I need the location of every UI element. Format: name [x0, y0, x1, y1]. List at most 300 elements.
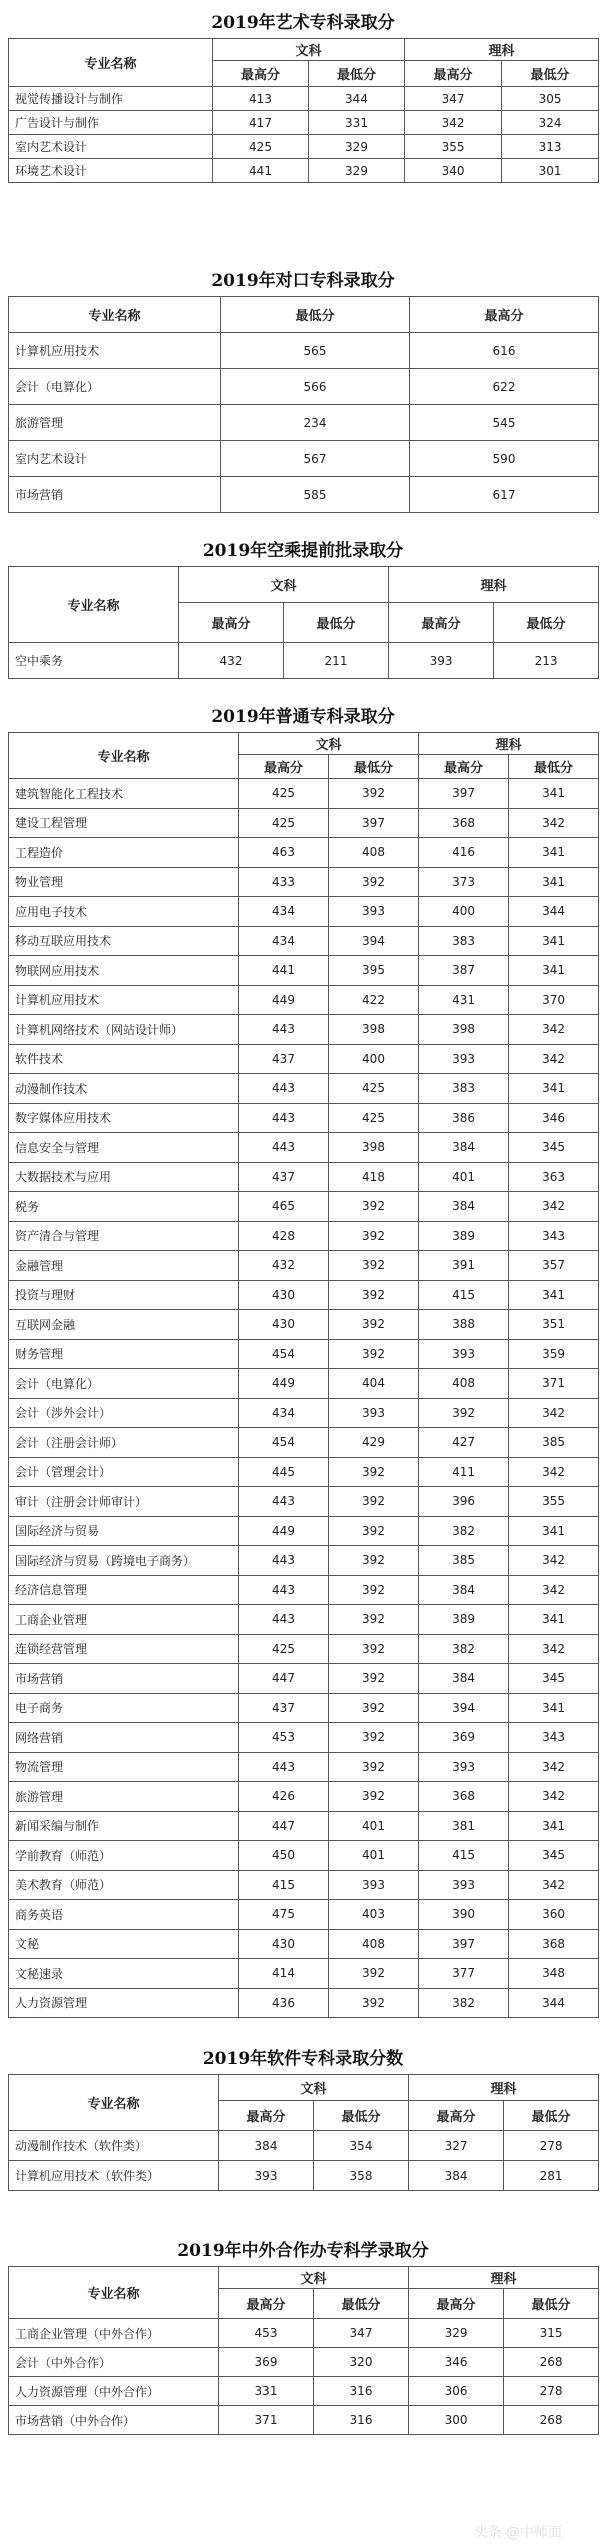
- score-cell: 447: [239, 1664, 329, 1694]
- score-cell: 400: [419, 897, 509, 927]
- score-cell: 443: [239, 1605, 329, 1635]
- score-cell: 392: [329, 1339, 419, 1369]
- major-name-cell: 大数据技术与应用: [9, 1162, 239, 1192]
- score-cell: 393: [329, 897, 419, 927]
- score-cell: 425: [213, 135, 309, 159]
- major-name-cell: 国际经济与贸易（跨境电子商务）: [9, 1546, 239, 1576]
- score-cell: 341: [509, 1693, 599, 1723]
- score-cell: 393: [419, 1339, 509, 1369]
- zhongwai-rows: [9, 2319, 599, 2435]
- duikou-table: [8, 296, 599, 513]
- score-cell: 415: [419, 1280, 509, 1310]
- col-header-major: 专业名称: [9, 567, 179, 643]
- table-row: [9, 2348, 599, 2377]
- table-row: [9, 1516, 599, 1546]
- score-cell: 306: [409, 2377, 504, 2406]
- col-header-max: 最高分: [179, 603, 284, 643]
- table-row: [9, 1162, 599, 1192]
- score-cell: 393: [419, 1870, 509, 1900]
- score-cell: 345: [509, 1664, 599, 1694]
- col-header-min: 最低分: [502, 61, 599, 87]
- table-row: [9, 926, 599, 956]
- duikou-rows: [9, 333, 599, 513]
- score-cell: 392: [329, 1457, 419, 1487]
- major-name-cell: 物业管理: [9, 867, 239, 897]
- score-cell: 403: [329, 1900, 419, 1930]
- table-row: [9, 111, 599, 135]
- score-cell: 342: [509, 1634, 599, 1664]
- col-header-max: 最高分: [219, 2101, 314, 2131]
- col-header-min: 最低分: [494, 603, 599, 643]
- score-cell: 430: [239, 1310, 329, 1340]
- score-cell: 351: [509, 1310, 599, 1340]
- score-cell: 432: [179, 643, 284, 679]
- col-header-li: 理科: [419, 733, 599, 755]
- major-name-cell: 空中乘务: [9, 643, 179, 679]
- ruanjian-rows: [9, 2131, 599, 2191]
- score-cell: 371: [219, 2406, 314, 2435]
- score-cell: 344: [509, 1988, 599, 2018]
- score-cell: 320: [314, 2348, 409, 2377]
- table-row: [9, 1841, 599, 1871]
- major-name-cell: 旅游管理: [9, 405, 221, 441]
- table-row: [9, 1398, 599, 1428]
- major-name-cell: 人力资源管理: [9, 1988, 239, 2018]
- table-row: [9, 2377, 599, 2406]
- table-row: [9, 2131, 599, 2161]
- col-header-max: 最高分: [409, 2101, 504, 2131]
- table-row: [9, 1782, 599, 1812]
- score-cell: 430: [239, 1929, 329, 1959]
- score-cell: 393: [329, 1870, 419, 1900]
- score-cell: 329: [309, 135, 405, 159]
- score-cell: 370: [509, 985, 599, 1015]
- score-cell: 300: [409, 2406, 504, 2435]
- score-cell: 465: [239, 1192, 329, 1222]
- col-header-min: 最低分: [504, 2289, 599, 2319]
- score-cell: 354: [314, 2131, 409, 2161]
- major-name-cell: 审计（注册会计师审计）: [9, 1487, 239, 1517]
- table-row: [9, 1752, 599, 1782]
- col-header-major: 专业名称: [9, 2267, 219, 2319]
- col-header-major: 专业名称: [9, 733, 239, 779]
- score-cell: 426: [239, 1782, 329, 1812]
- score-cell: 398: [329, 1133, 419, 1163]
- score-cell: 425: [239, 808, 329, 838]
- score-cell: 384: [409, 2161, 504, 2191]
- major-name-cell: 物流管理: [9, 1752, 239, 1782]
- score-cell: 315: [504, 2319, 599, 2348]
- score-cell: 430: [239, 1280, 329, 1310]
- score-cell: 392: [329, 1516, 419, 1546]
- score-cell: 411: [419, 1457, 509, 1487]
- major-name-cell: 室内艺术设计: [9, 441, 221, 477]
- table-row: [9, 867, 599, 897]
- score-cell: 417: [213, 111, 309, 135]
- major-name-cell: 财务管理: [9, 1339, 239, 1369]
- score-cell: 383: [419, 1074, 509, 1104]
- score-cell: 434: [239, 926, 329, 956]
- major-name-cell: 环境艺术设计: [9, 159, 213, 183]
- score-cell: 397: [329, 808, 419, 838]
- table-row: [9, 1221, 599, 1251]
- score-cell: 392: [329, 1280, 419, 1310]
- score-cell: 327: [409, 2131, 504, 2161]
- col-header-max: 最高分: [219, 2289, 314, 2319]
- score-cell: 392: [329, 1221, 419, 1251]
- score-cell: 453: [239, 1723, 329, 1753]
- col-header-max: 最高分: [213, 61, 309, 87]
- major-name-cell: 计算机应用技术（软件类）: [9, 2161, 219, 2191]
- score-cell: 331: [309, 111, 405, 135]
- score-cell: 447: [239, 1811, 329, 1841]
- major-name-cell: 计算机应用技术: [9, 333, 221, 369]
- major-name-cell: 数字媒体应用技术: [9, 1103, 239, 1133]
- score-cell: 566: [221, 369, 410, 405]
- major-name-cell: 国际经济与贸易: [9, 1516, 239, 1546]
- major-name-cell: 连锁经营管理: [9, 1634, 239, 1664]
- score-cell: 368: [509, 1929, 599, 1959]
- score-cell: 463: [239, 838, 329, 868]
- major-name-cell: 视觉传播设计与制作: [9, 87, 213, 111]
- table-row: [9, 1251, 599, 1281]
- score-cell: 381: [419, 1811, 509, 1841]
- major-name-cell: 应用电子技术: [9, 897, 239, 927]
- major-name-cell: 互联网金融: [9, 1310, 239, 1340]
- score-cell: 341: [509, 956, 599, 986]
- col-header-li: 理科: [409, 2267, 599, 2289]
- score-cell: 443: [239, 1103, 329, 1133]
- watermark: 头条 @中师面: [473, 2525, 562, 2541]
- table-row: [9, 135, 599, 159]
- score-cell: 392: [329, 779, 419, 809]
- table-row: [9, 477, 599, 513]
- score-cell: 392: [329, 1487, 419, 1517]
- score-cell: 342: [509, 1546, 599, 1576]
- score-cell: 453: [219, 2319, 314, 2348]
- score-cell: 384: [419, 1575, 509, 1605]
- table-row: [9, 1487, 599, 1517]
- score-cell: 443: [239, 1575, 329, 1605]
- score-cell: 388: [419, 1310, 509, 1340]
- score-cell: 305: [502, 87, 599, 111]
- major-name-cell: 投资与理财: [9, 1280, 239, 1310]
- major-name-cell: 计算机网络技术（网站设计师）: [9, 1015, 239, 1045]
- score-cell: 392: [329, 1752, 419, 1782]
- score-cell: 397: [419, 779, 509, 809]
- major-name-cell: 税务: [9, 1192, 239, 1222]
- score-cell: 341: [509, 1605, 599, 1635]
- score-cell: 413: [213, 87, 309, 111]
- table-row: [9, 1546, 599, 1576]
- major-name-cell: 商务英语: [9, 1900, 239, 1930]
- score-cell: 396: [419, 1487, 509, 1517]
- table-row: [9, 985, 599, 1015]
- score-cell: 408: [329, 838, 419, 868]
- score-cell: 425: [239, 779, 329, 809]
- score-cell: 341: [509, 1516, 599, 1546]
- score-cell: 382: [419, 1516, 509, 1546]
- score-cell: 429: [329, 1428, 419, 1458]
- major-name-cell: 工程造价: [9, 838, 239, 868]
- score-cell: 324: [502, 111, 599, 135]
- score-cell: 234: [221, 405, 410, 441]
- score-cell: 316: [314, 2377, 409, 2406]
- score-cell: 414: [239, 1959, 329, 1989]
- score-cell: 392: [329, 1546, 419, 1576]
- table-row: [9, 1929, 599, 1959]
- col-header-min: 最低分: [309, 61, 405, 87]
- score-cell: 368: [419, 808, 509, 838]
- score-cell: 316: [314, 2406, 409, 2435]
- score-cell: 363: [509, 1162, 599, 1192]
- putong-title: 2019年普通专科录取分: [211, 707, 395, 727]
- score-cell: 341: [509, 1074, 599, 1104]
- table-row: [9, 2406, 599, 2435]
- col-header-max: 最高分: [409, 2289, 504, 2319]
- score-cell: 425: [239, 1634, 329, 1664]
- score-cell: 395: [329, 956, 419, 986]
- table-row: [9, 1723, 599, 1753]
- score-cell: 392: [329, 1959, 419, 1989]
- score-cell: 392: [329, 867, 419, 897]
- col-header-wen: 文科: [219, 2267, 409, 2289]
- score-cell: 400: [329, 1044, 419, 1074]
- major-name-cell: 会计（涉外会计）: [9, 1398, 239, 1428]
- score-cell: 433: [239, 867, 329, 897]
- major-name-cell: 广告设计与制作: [9, 111, 213, 135]
- score-cell: 449: [239, 1369, 329, 1399]
- major-name-cell: 会计（管理会计）: [9, 1457, 239, 1487]
- art-table: [8, 38, 599, 183]
- col-header-max: 最高分: [389, 603, 494, 643]
- score-cell: 441: [213, 159, 309, 183]
- score-cell: 401: [329, 1811, 419, 1841]
- score-cell: 387: [419, 956, 509, 986]
- kongcheng-table: [8, 566, 599, 679]
- kongcheng-rows: [9, 643, 599, 679]
- art-rows: [9, 87, 599, 183]
- major-name-cell: 软件技术: [9, 1044, 239, 1074]
- score-cell: 454: [239, 1339, 329, 1369]
- col-header-major: 专业名称: [9, 39, 213, 87]
- score-cell: 415: [419, 1841, 509, 1871]
- table-row: [9, 1015, 599, 1045]
- major-name-cell: 学前教育（师范）: [9, 1841, 239, 1871]
- score-cell: 437: [239, 1044, 329, 1074]
- major-name-cell: 市场营销: [9, 477, 221, 513]
- score-cell: 393: [219, 2161, 314, 2191]
- score-cell: 382: [419, 1988, 509, 2018]
- major-name-cell: 电子商务: [9, 1693, 239, 1723]
- score-cell: 415: [239, 1870, 329, 1900]
- score-cell: 450: [239, 1841, 329, 1871]
- table-row: [9, 159, 599, 183]
- table-row: [9, 808, 599, 838]
- score-cell: 343: [509, 1723, 599, 1753]
- score-cell: 437: [239, 1693, 329, 1723]
- score-cell: 342: [509, 1457, 599, 1487]
- score-cell: 392: [329, 1575, 419, 1605]
- score-cell: 341: [509, 1811, 599, 1841]
- score-cell: 345: [509, 1841, 599, 1871]
- score-cell: 443: [239, 1487, 329, 1517]
- major-name-cell: 网络营销: [9, 1723, 239, 1753]
- score-cell: 347: [314, 2319, 409, 2348]
- score-cell: 401: [419, 1162, 509, 1192]
- score-cell: 371: [509, 1369, 599, 1399]
- duikou-title: 2019年对口专科录取分: [211, 271, 395, 291]
- score-cell: 345: [509, 1133, 599, 1163]
- score-cell: 427: [419, 1428, 509, 1458]
- major-name-cell: 工商企业管理（中外合作）: [9, 2319, 219, 2348]
- score-cell: 401: [329, 1841, 419, 1871]
- score-cell: 346: [409, 2348, 504, 2377]
- table-row: [9, 441, 599, 477]
- table-row: [9, 1103, 599, 1133]
- major-name-cell: 人力资源管理（中外合作）: [9, 2377, 219, 2406]
- table-row: [9, 779, 599, 809]
- col-header-major: 专业名称: [9, 297, 221, 333]
- score-cell: 392: [329, 1251, 419, 1281]
- score-cell: 384: [219, 2131, 314, 2161]
- score-cell: 390: [419, 1900, 509, 1930]
- table-row: [9, 1900, 599, 1930]
- col-header-li: 理科: [409, 2075, 599, 2101]
- major-name-cell: 物联网应用技术: [9, 956, 239, 986]
- score-cell: 344: [309, 87, 405, 111]
- major-name-cell: 市场营销（中外合作）: [9, 2406, 219, 2435]
- ruanjian-table: [8, 2074, 599, 2191]
- table-row: [9, 643, 599, 679]
- score-cell: 392: [329, 1310, 419, 1340]
- score-cell: 344: [509, 897, 599, 927]
- col-header-min: 最低分: [314, 2101, 409, 2131]
- score-cell: 393: [329, 1398, 419, 1428]
- score-cell: 281: [504, 2161, 599, 2191]
- score-cell: 565: [221, 333, 410, 369]
- col-header-li: 理科: [389, 567, 599, 603]
- major-name-cell: 资产清合与管理: [9, 1221, 239, 1251]
- score-cell: 393: [419, 1044, 509, 1074]
- score-cell: 418: [329, 1162, 419, 1192]
- table-row: [9, 1280, 599, 1310]
- score-cell: 454: [239, 1428, 329, 1458]
- score-cell: 341: [509, 838, 599, 868]
- score-cell: 313: [502, 135, 599, 159]
- col-header-wen: 文科: [179, 567, 389, 603]
- score-cell: 408: [329, 1929, 419, 1959]
- major-name-cell: 市场营销: [9, 1664, 239, 1694]
- table-row: [9, 2161, 599, 2191]
- score-cell: 369: [219, 2348, 314, 2377]
- score-cell: 301: [502, 159, 599, 183]
- col-header-major: 专业名称: [9, 2075, 219, 2131]
- table-row: [9, 1457, 599, 1487]
- score-cell: 342: [509, 1192, 599, 1222]
- table-row: [9, 1959, 599, 1989]
- score-cell: 445: [239, 1457, 329, 1487]
- score-cell: 443: [239, 1752, 329, 1782]
- col-header-wen: 文科: [239, 733, 419, 755]
- col-header-max: 最高分: [239, 755, 329, 779]
- major-name-cell: 经济信息管理: [9, 1575, 239, 1605]
- score-cell: 392: [329, 1634, 419, 1664]
- table-row: [9, 1693, 599, 1723]
- score-cell: 268: [504, 2406, 599, 2435]
- table-row: [9, 1575, 599, 1605]
- table-row: [9, 956, 599, 986]
- putong-table: [8, 732, 599, 2018]
- score-cell: 434: [239, 1398, 329, 1428]
- score-cell: 416: [419, 838, 509, 868]
- table-row: [9, 87, 599, 111]
- score-cell: 342: [509, 1398, 599, 1428]
- score-cell: 355: [405, 135, 502, 159]
- score-cell: 393: [419, 1752, 509, 1782]
- score-cell: 545: [410, 405, 599, 441]
- score-cell: 342: [509, 1015, 599, 1045]
- score-cell: 431: [419, 985, 509, 1015]
- score-cell: 358: [314, 2161, 409, 2191]
- major-name-cell: 旅游管理: [9, 1782, 239, 1812]
- score-cell: 404: [329, 1369, 419, 1399]
- score-cell: 475: [239, 1900, 329, 1930]
- score-cell: 359: [509, 1339, 599, 1369]
- table-row: [9, 1192, 599, 1222]
- score-cell: 436: [239, 1988, 329, 2018]
- score-cell: 268: [504, 2348, 599, 2377]
- score-cell: 398: [419, 1015, 509, 1045]
- table-row: [9, 897, 599, 927]
- score-cell: 355: [509, 1487, 599, 1517]
- table-row: [9, 1634, 599, 1664]
- score-cell: 397: [419, 1929, 509, 1959]
- score-cell: 449: [239, 1516, 329, 1546]
- score-cell: 392: [329, 1988, 419, 2018]
- score-cell: 617: [410, 477, 599, 513]
- col-header-li: 理科: [405, 39, 599, 61]
- table-row: [9, 1605, 599, 1635]
- col-header-min: 最低分: [221, 297, 410, 333]
- score-cell: 360: [509, 1900, 599, 1930]
- table-row: [9, 1811, 599, 1841]
- score-cell: 342: [509, 1044, 599, 1074]
- score-cell: 342: [509, 1752, 599, 1782]
- score-cell: 392: [329, 1693, 419, 1723]
- score-cell: 343: [509, 1221, 599, 1251]
- score-cell: 443: [239, 1546, 329, 1576]
- major-name-cell: 会计（中外合作）: [9, 2348, 219, 2377]
- score-cell: 382: [419, 1634, 509, 1664]
- score-cell: 341: [509, 1280, 599, 1310]
- table-row: [9, 333, 599, 369]
- score-cell: 357: [509, 1251, 599, 1281]
- score-cell: 393: [389, 643, 494, 679]
- table-row: [9, 1428, 599, 1458]
- major-name-cell: 建筑智能化工程技术: [9, 779, 239, 809]
- score-cell: 616: [410, 333, 599, 369]
- zhongwai-title: 2019年中外合作办专科学录取分: [177, 2241, 429, 2261]
- table-row: [9, 1369, 599, 1399]
- col-header-wen: 文科: [219, 2075, 409, 2101]
- table-row: [9, 1074, 599, 1104]
- score-cell: 278: [504, 2377, 599, 2406]
- score-cell: 392: [329, 1782, 419, 1812]
- col-header-min: 最低分: [509, 755, 599, 779]
- score-cell: 392: [329, 1605, 419, 1635]
- major-name-cell: 信息安全与管理: [9, 1133, 239, 1163]
